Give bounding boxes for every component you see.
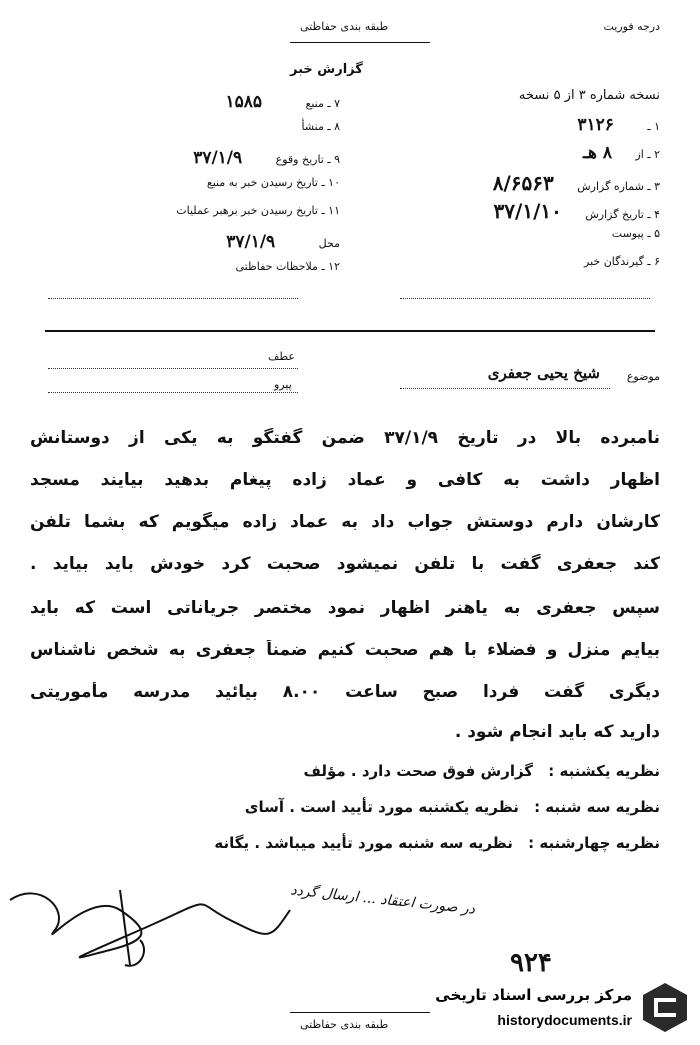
field-4: ۴ ـ تاریخ گزارش ۳۷/۱/۱۰	[493, 199, 660, 223]
field-11: ۱۱ ـ تاریخ رسیدن خبر برهبر عملیات	[176, 204, 340, 217]
signature-scribble	[0, 870, 300, 980]
field-7-value: ۱۵۸۵	[225, 92, 262, 112]
field-2-value: ۸ هـ	[582, 143, 612, 163]
field-4-value: ۳۷/۱/۱۰	[493, 199, 562, 223]
footer-number: ۹۲۴	[510, 948, 552, 978]
subject-line	[400, 388, 610, 389]
right-fields	[370, 115, 660, 283]
handwritten-note: در صورت اعتقاد ... ارسال گردد	[289, 882, 476, 918]
field-8: ۸ ـ منشأ	[301, 120, 340, 133]
body-line-4: کند جعفری گفت با تلفن نمیشود صحبت کرد خودش باید بیاید .	[30, 554, 660, 574]
followup-line	[48, 392, 298, 393]
body-line-3: کارشان دارم دوستش جواب داد به عماد زاده میگویم که بشما تلفن	[30, 512, 660, 532]
followup-label: پیرو	[274, 378, 292, 391]
field-9: ۹ ـ تاریخ وقوع ۳۷/۱/۹	[193, 148, 340, 168]
field-10: ۱۰ ـ تاریخ رسیدن خبر به منبع	[206, 176, 340, 189]
copy-number: نسخه شماره ۳ از ۵ نسخه	[518, 88, 660, 103]
left-fields-end-line	[48, 298, 298, 299]
opinion-wednesday: نظریه چهارشنبه : نظریه سه شنبه مورد تأیید میباشد . یگانه	[214, 834, 660, 852]
opinion-sunday: نظریه یکشنبه : گزارش فوق صحت دارد . مؤلف	[303, 762, 660, 780]
classification-bottom-line	[290, 1012, 430, 1013]
body-line-7: دیگری گفت فردا صبح ساعت ۸.۰۰ بیائید مدرسه مأموریتی	[30, 682, 660, 702]
left-fields	[40, 92, 340, 288]
field-3: ۳ ـ شماره گزارش ۸/۶۵۶۳	[492, 171, 660, 195]
field-12: ۱۲ ـ ملاحظات حفاظتی	[235, 260, 340, 273]
right-fields-end-line	[400, 298, 650, 299]
field-3-value: ۸/۶۵۶۳	[492, 171, 554, 195]
classification-top: طبقه بندی حفاظتی	[300, 20, 389, 33]
field-9-value: ۳۷/۱/۹	[193, 148, 243, 168]
watermark-title: مرکز بررسی اسناد تاریخی	[435, 986, 632, 1004]
field-location: محل ۳۷/۱/۹	[226, 232, 340, 252]
field-6: ۶ ـ گیرندگان خبر	[584, 255, 660, 268]
classification-bottom: طبقه بندی حفاظتی	[300, 1018, 389, 1031]
field-1-value: ۳۱۲۶	[577, 115, 614, 135]
watermark-logo-icon	[640, 980, 690, 1035]
file-line	[48, 368, 298, 369]
body-line-6: بیایم منزل و فضلاء با هم صحبت کنیم ضمناً جعفری به شخص ناشناس	[30, 640, 660, 660]
subject-label: موضوع	[626, 370, 660, 383]
report-title: گزارش خبر	[290, 62, 363, 77]
field-2: ۲ ـ از ۸ هـ	[582, 143, 660, 163]
body-line-1: نامبرده بالا در تاریخ ۳۷/۱/۹ ضمن گفتگو به یکی از دوستانش	[30, 428, 660, 448]
field-5: ۵ ـ پیوست	[611, 227, 660, 240]
field-location-value: ۳۷/۱/۹	[226, 232, 276, 252]
classification-top-line	[290, 42, 430, 43]
field-1: ۱ ـ ۳۱۲۶	[577, 115, 660, 135]
body-line-2: اظهار داشت به کافی و عماد زاده پیغام بدهید بیایند مسجد	[30, 470, 660, 490]
body-line-5: سپس جعفری به یاهنر اظهار نمود مختصر جریاناتی است که باید	[30, 598, 660, 618]
subject-value: شیخ یحیی جعفری	[487, 364, 600, 382]
field-7: ۷ ـ منبع ۱۵۸۵	[225, 92, 340, 112]
file-label: عطف	[268, 350, 295, 363]
header-separator	[45, 330, 655, 332]
body-line-8: دارید که باید انجام شود .	[454, 722, 660, 742]
watermark-url: historydocuments.ir	[497, 1012, 632, 1028]
form-degree-label: درجه فوریت	[603, 20, 660, 33]
opinion-tuesday: نظریه سه شنبه : نظریه یکشنبه مورد تأیید است . آسای	[244, 798, 660, 816]
